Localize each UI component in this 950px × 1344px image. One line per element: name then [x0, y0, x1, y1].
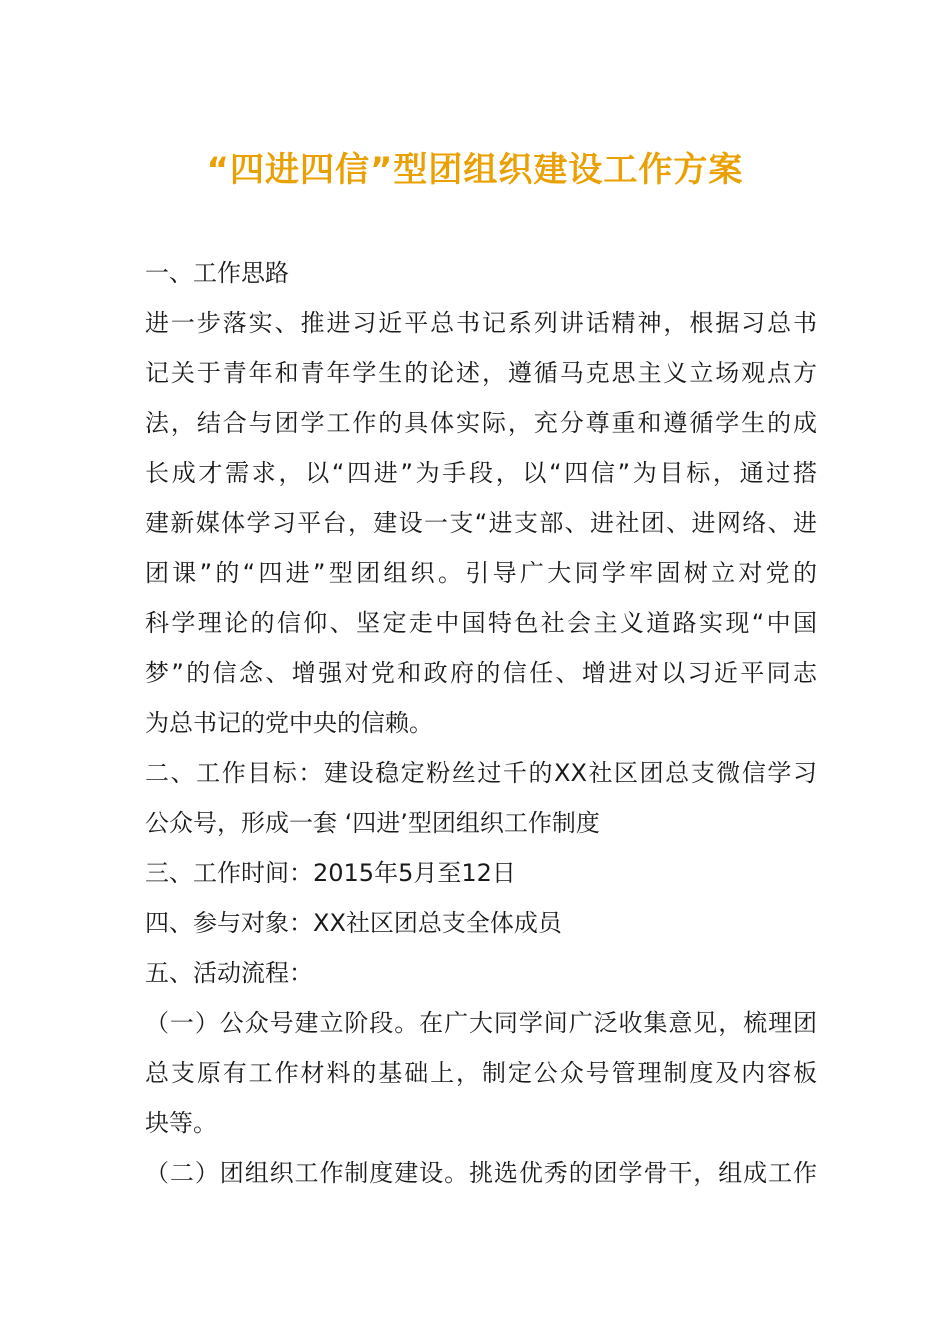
paragraph-line: 团课”的“四进”型团组织。引导广大同学牢固树立对党的	[145, 559, 817, 587]
section-heading-1: 一、工作思路	[145, 259, 289, 287]
paragraph-line: 法，结合与团学工作的具体实际，充分尊重和遵循学生的成	[145, 409, 817, 437]
paragraph-line: 科学理论的信仰、坚定走中国特色社会主义道路实现“中国	[145, 609, 817, 637]
paragraph-line: 公众号，形成一套 ‘四进’型团组织工作制度	[145, 809, 600, 837]
paragraph-line: 长成才需求，以“四进”为手段，以“四信”为目标，通过搭	[145, 459, 817, 487]
section-heading-5: 五、活动流程：	[145, 959, 313, 987]
paragraph-line: 进一步落实、推进习近平总书记系列讲话精神，根据习总书	[145, 309, 817, 337]
paragraph-line: 为总书记的党中央的信赖。	[145, 709, 433, 737]
document-body	[145, 248, 817, 1198]
subsection-heading-1: （一）公众号建立阶段。在广大同学间广泛收集意见，梳理团	[145, 1009, 817, 1037]
section-heading-4: 四、参与对象：XX社区团总支全体成员	[145, 909, 562, 937]
paragraph-line: 块等。	[145, 1109, 217, 1137]
paragraph-line: 梦”的信念、增强对党和政府的信任、增进对以习近平同志	[145, 659, 817, 687]
section-heading-3: 三、工作时间：2015年5月至12日	[145, 859, 516, 887]
paragraph-line: 总支原有工作材料的基础上，制定公众号管理制度及内容板	[145, 1059, 817, 1087]
subsection-heading-2: （二）团组织工作制度建设。挑选优秀的团学骨干，组成工作	[145, 1159, 817, 1187]
document-title: “四进四信”型团组织建设工作方案	[206, 150, 744, 190]
paragraph-line: 记关于青年和青年学生的论述，遵循马克思主义立场观点方	[145, 359, 817, 387]
paragraph-line: 建新媒体学习平台，建设一支“进支部、进社团、进网络、进	[145, 509, 817, 537]
section-heading-2: 二、工作目标：建设稳定粉丝过千的XX社区团总支微信学习	[145, 759, 817, 787]
